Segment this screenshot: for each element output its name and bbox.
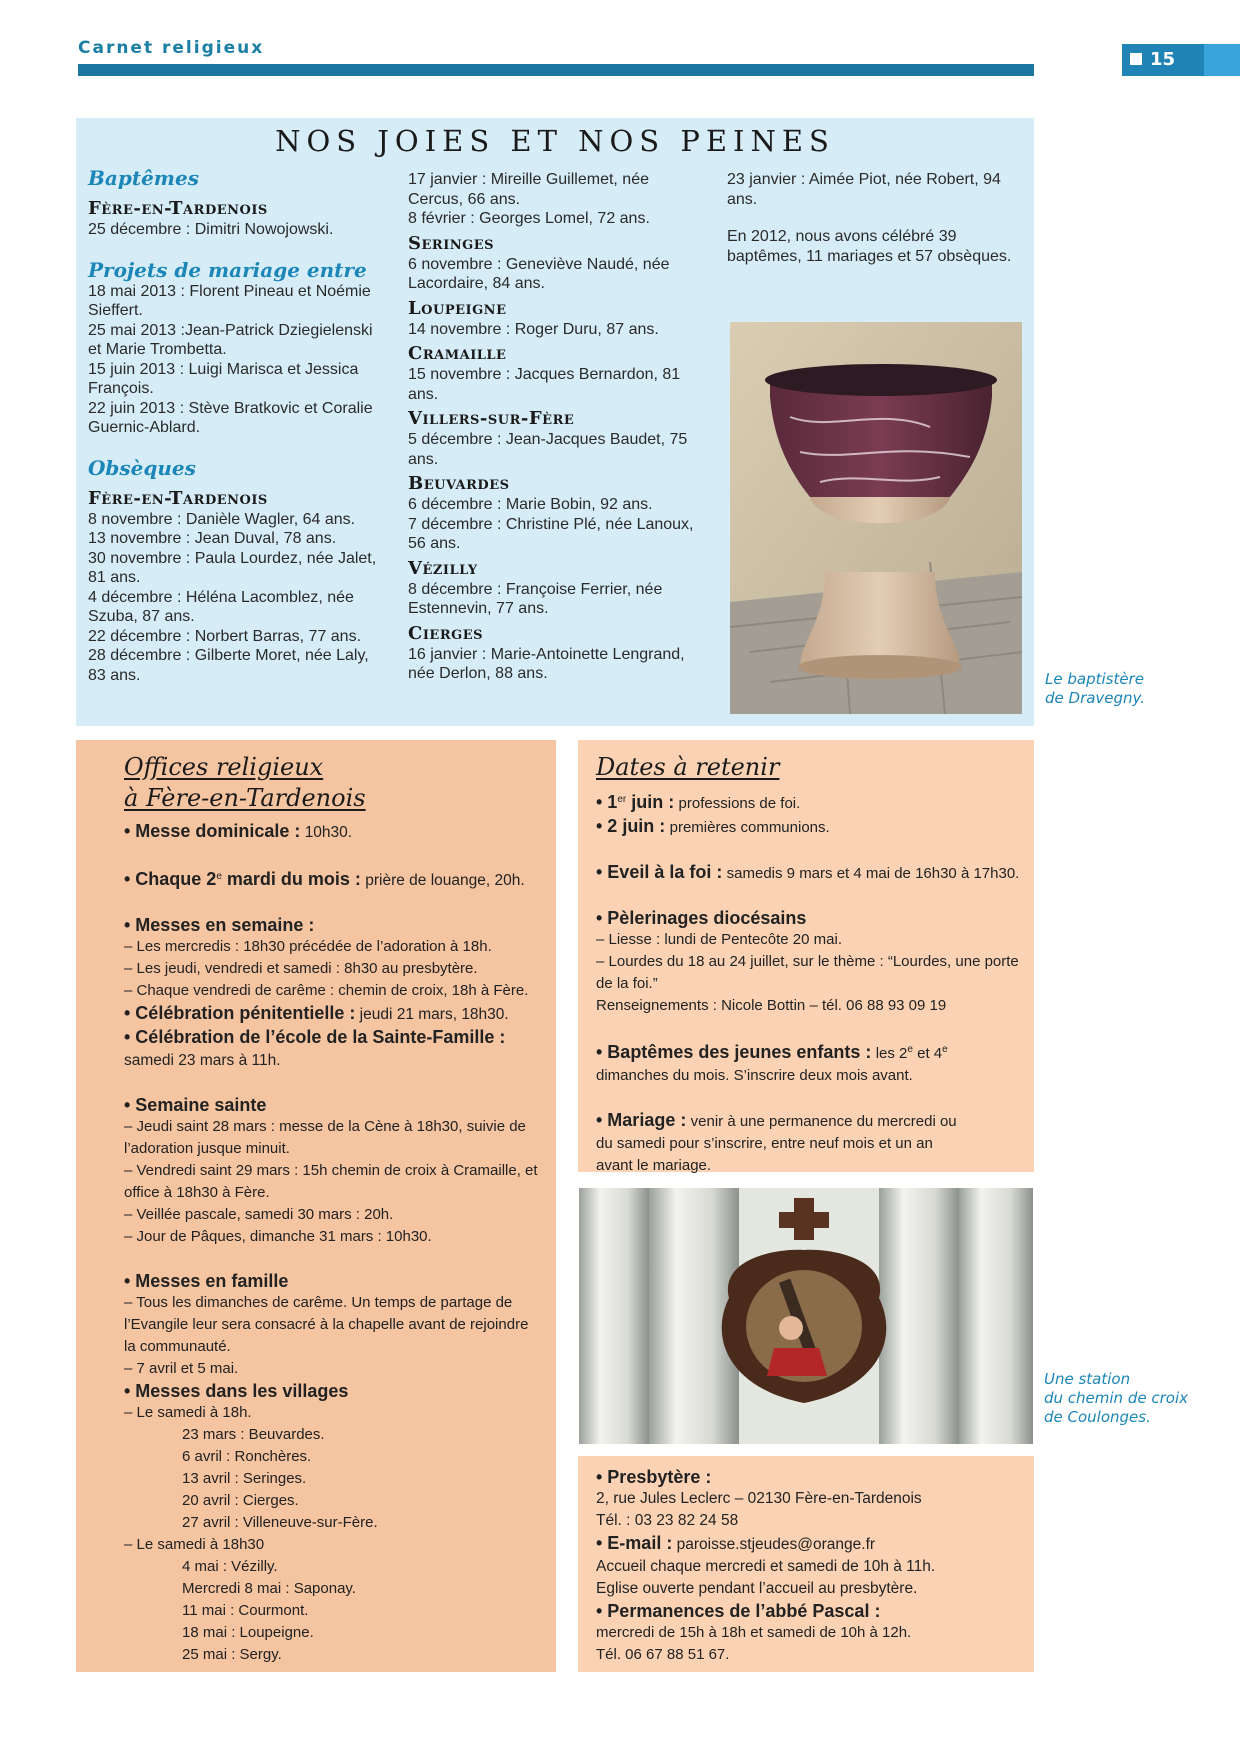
list-item: – Le samedi à 18h30 [124,1536,265,1554]
superscript: e [907,1044,913,1056]
list-item: 18 mai : Loupeigne. [182,1624,314,1642]
item-label: • Messes dans les villages [124,1381,349,1402]
item-text: samedi 23 mars à 11h. [124,1052,281,1070]
list-item: 30 novembre : Paula Lourdez, née Jalet, 81 ans. [88,549,377,586]
mariages-heading: Projets de mariage entre [88,257,367,282]
item-label: • Célébration pénitentielle : [124,1003,356,1024]
item-label: • Chaque 2 [124,869,217,890]
item-text: et 4 [912,1045,943,1063]
square-icon [1130,53,1142,65]
list-item: 22 décembre : Norbert Barras, 77 ans. [88,627,362,645]
obseques-heading: Obsèques [88,455,196,480]
superscript: e [216,871,222,882]
dates-content [596,752,1024,1177]
chemin-de-croix-photo [579,1188,1033,1444]
caption-line: Une station [1044,1370,1131,1388]
dates-list [596,789,1024,1177]
page-title: NOS JOIES ET NOS PEINES [275,124,835,158]
list-item: 6 décembre : Marie Bobin, 92 ans. [408,496,653,513]
town-heading: Seringes [408,232,495,254]
item-text: samedis 9 mars et 4 mai de 16h30 à 17h30. [726,865,1020,883]
list-item: 5 décembre : Jean-Jacques Baudet, 75 ans. [408,431,688,468]
email-link[interactable]: paroisse.stjeudes@orange.fr [676,1536,876,1553]
page-number: 15 [1150,49,1176,70]
permanences-phone: Tél. 06 67 88 51 67. [596,1646,730,1663]
baptistere-illustration [730,322,1022,714]
summary-text: En 2012, nous avons célébré 39 baptêmes, 11 mariages et 57 obsèques. [727,228,1012,265]
list-item: 15 juin 2013 : Luigi Marisca et Jessica François. [88,360,359,397]
list-item: – Le samedi à 18h. [124,1404,252,1422]
list-item: 25 décembre : Dimitri Nowojowski. [88,221,334,238]
list-item: 8 février : Georges Lomel, 72 ans. [408,210,650,227]
town-heading: Villers-sur-Fère [408,408,575,429]
superscript: e [942,1044,948,1056]
caption-line: de Coulonges. [1044,1408,1151,1426]
town-heading: Fère-en-Tardenois [88,198,268,219]
offices-title-line2: à Fère-en-Tardenois [124,784,366,812]
baptistere-photo [730,322,1022,714]
list-item: 22 juin 2013 : Stève Bratkovic et Coralie Guernic-Ablard. [88,399,373,436]
item-label: • Mariage : [596,1110,687,1131]
item-label: • Baptêmes des jeunes enfants : [596,1042,872,1063]
address-text: 2, rue Jules Leclerc – 02130 Fère-en-Tardenois [596,1490,922,1507]
list-item [596,1109,966,1177]
item-label: juin : [626,792,675,813]
superscript: er [617,794,627,805]
list-item: Mercredi 8 mai : Saponay. [182,1580,356,1598]
list-item: 14 novembre : Roger Duru, 87 ans. [408,320,659,338]
list-item: – Veillée pascale, samedi 30 mars : 20h. [124,1206,394,1224]
offices-content [124,752,544,1666]
list-item: 25 mai 2013 :Jean-Patrick Dziegielenski et Marie Trombetta. [88,321,373,358]
town-heading: Beuvardes [408,473,510,494]
presbytere-label: • Presbytère : [596,1467,712,1487]
list-item: 16 janvier : Marie-Antoinette Lengrand, née Derlon, 88 ans. [408,645,685,682]
item-label: • Célébration de l’école de la Sainte-Famille : [124,1027,506,1048]
list-item [124,1026,544,1072]
item-text: venir à une permanence du mercredi ou du samedi pour s’inscrire, entre neuf mois et un an avant le mariage. [596,1113,957,1175]
email-row [596,1532,1024,1556]
list-item [124,820,544,844]
list-item [124,1002,544,1026]
station-illustration [579,1188,1033,1444]
photo2-caption [1044,1370,1234,1427]
list-item [596,789,1024,815]
list-item: 7 décembre : Christine Plé, née Lanoux, 56 ans. [408,515,694,552]
item-label: • Eveil à la foi : [596,862,723,883]
caption-line: de Dravegny. [1045,689,1146,707]
list-item: 20 avril : Cierges. [182,1492,299,1510]
list-item: – Les jeudi, vendredi et samedi : 8h30 au presbytère. [124,960,478,978]
offices-title-line1: Offices religieux [124,753,324,781]
town-heading: Fère-en-Tardenois [88,487,268,509]
item-label: • 2 juin : [596,816,666,837]
list-item: – Chaque vendredi de carême : chemin de croix, 18h à Fère. [124,982,529,1000]
column-3 [727,170,1017,266]
list-item: – Vendredi saint 29 mars : 15h chemin de croix à Cramaille, et office à 18h30 à Fère. [124,1162,538,1202]
item-text: les 2 [875,1045,908,1063]
section-title: Carnet religieux [78,38,265,58]
town-heading: Cramaille [408,343,507,364]
item-label: mardi du mois : [221,869,361,890]
list-item: – Liesse : lundi de Pentecôte 20 mai. [596,931,842,949]
list-item: – 7 avril et 5 mai. [124,1360,239,1378]
list-item: 27 avril : Villeneuve-sur-Fère. [182,1514,378,1532]
list-item [596,815,1024,839]
list-item: 28 décembre : Gilberte Moret, née Laly, 83 ans. [88,647,369,684]
list-item: 17 janvier : Mireille Guillemet, née Cercus, 66 ans. [408,171,649,208]
list-item: – Jeudi saint 28 mars : messe de la Cène à 18h30, suivie de l’adoration jusque minuit. [124,1118,526,1158]
list-item: 6 novembre : Geneviève Naudé, née Lacordaire, 84 ans. [408,255,670,292]
item-label: • Semaine sainte [124,1095,267,1116]
page-tab-stripe [1204,44,1240,76]
email-label: • E-mail : [596,1533,673,1553]
list-item: 13 novembre : Jean Duval, 78 ans. [88,530,337,547]
list-item: 11 mai : Courmont. [182,1602,309,1620]
item-text: jeudi 21 mars, 18h30. [359,1006,509,1024]
list-item: 13 avril : Seringes. [182,1470,307,1488]
list-item [596,861,1024,885]
offices-list [124,820,544,1666]
eglise-text: Eglise ouverte pendant l’accueil au presbytère. [596,1580,918,1597]
item-label: • Pèlerinages diocésains [596,908,807,929]
item-label: • Messes en semaine : [124,915,315,936]
list-item: 18 mai 2013 : Florent Pineau et Noémie Sieffert. [88,282,371,319]
list-item [124,866,544,892]
list-item: 15 novembre : Jacques Bernardon, 81 ans. [408,366,681,403]
contact-content [596,1466,1024,1666]
town-heading: Loupeigne [408,297,507,319]
permanences-text: mercredi de 15h à 18h et samedi de 10h à 12h. [596,1624,912,1641]
list-item: – Jour de Pâques, dimanche 31 mars : 10h30. [124,1228,432,1246]
list-item: – Tous les dimanches de carême. Un temps de partage de l’Evangile leur sera consacré à la chapelle avant de rejoindre la communauté. [124,1294,529,1356]
item-text: professions de foi. [678,795,801,813]
caption-line: Le baptistère [1045,670,1144,688]
list-item: 23 janvier : Aimée Piot, née Robert, 94 ans. [727,171,1001,208]
list-item: dimanches du mois. S’inscrire deux mois avant. [596,1067,913,1085]
item-label: • Messes en famille [124,1271,289,1292]
list-item: – Les mercredis : 18h30 précédée de l’adoration à 18h. [124,938,492,956]
list-item: 4 mai : Vézilly. [182,1558,278,1576]
list-item: Renseignements : Nicole Bottin – tél. 06 88 93 09 19 [596,997,947,1015]
permanences-label: • Permanences de l’abbé Pascal : [596,1601,881,1621]
list-item: 25 mai : Sergy. [182,1646,282,1664]
list-item: 6 avril : Ronchères. [182,1448,312,1466]
item-label: • 1 [596,792,618,813]
photo1-caption [1045,670,1225,708]
caption-line: du chemin de croix [1044,1389,1188,1407]
list-item: 4 décembre : Héléna Lacomblez, née Szuba, 87 ans. [88,588,354,625]
column-2 [408,170,704,684]
town-heading: Cierges [408,622,484,644]
item-label: • Messe dominicale : [124,821,301,841]
dates-title: Dates à retenir [596,753,780,781]
accueil-text: Accueil chaque mercredi et samedi de 10h à 11h. [596,1558,936,1575]
phone-text: Tél. : 03 23 82 24 58 [596,1512,739,1529]
list-item: 8 décembre : Françoise Ferrier, née Estennevin, 77 ans. [408,580,663,617]
list-item: 23 mars : Beuvardes. [182,1426,325,1444]
item-text: prière de louange, 20h. [365,872,525,890]
list-item: – Lourdes du 18 au 24 juillet, sur le thème : “Lourdes, une porte de la foi.” [596,953,1019,993]
page-number-box [1122,44,1204,76]
item-text: premières communions. [669,819,830,837]
header-rule [78,64,1034,76]
column-1 [88,166,388,685]
town-heading: Vézilly [408,557,478,579]
list-item [596,1039,1024,1065]
list-item: 8 novembre : Danièle Wagler, 64 ans. [88,510,356,528]
baptemes-heading: Baptêmes [88,166,199,190]
item-text: 10h30. [304,824,353,841]
